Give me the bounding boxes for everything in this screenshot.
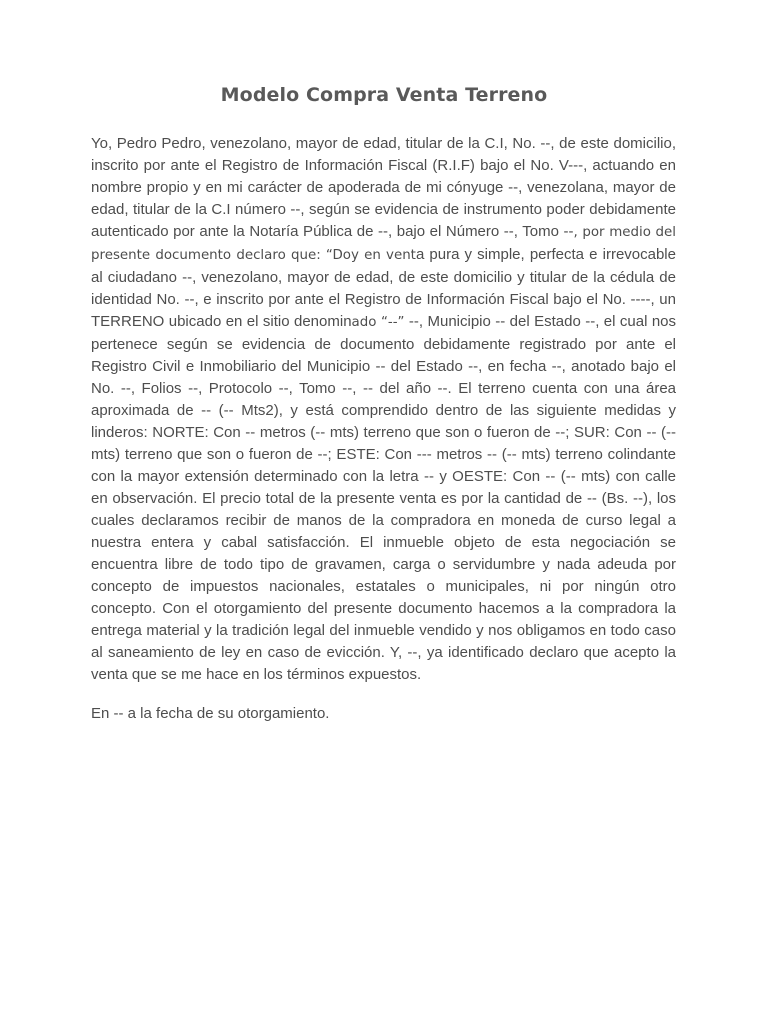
document-title: Modelo Compra Venta Terreno: [220, 84, 548, 106]
body-paragraph: [91, 133, 676, 686]
body-text-segment-alt-font: , por medio del presente documento declaro que: “Doy en vent: [91, 225, 676, 263]
body-text-segment: a pura y simple, perfecta e irrevocable al ciudadano --, venezolano, mayor de edad, de este domicilio y titular de la cédula de identidad No. --, e inscrito por ante el Registro de Información Fiscal bajo el No. ----, un TERRENO ubicado en el sitio denomin: [91, 246, 676, 330]
body-text-segment-alt-font: ado “--”: [351, 315, 405, 330]
closing-line: En -- a la fecha de su otorgamiento.: [91, 705, 330, 722]
body-text-segment: --, Municipio -- del Estado --, el cual nos pertenece según se evidencia de documento debidamente registrado por ante el Registro Civil e Inmobiliario del Municipio -- del Estado --, en fecha --, anotado bajo el No. --, Folios --, Protocolo --, Tomo --, -- del año --. El terreno cuenta con una área aproximada de -- (-- Mts2), y está comprendido dentro de las siguiente medidas y linderos: NORTE: Con -- metros (-- mts) terreno que son o fueron de --; SUR: Con -- (-- mts) terreno que son o fueron de --; ESTE: Con --- metros -- (-- mts) terreno colindante con la mayor extensión determinado con la letra -- y OESTE: Con -- (-- mts) con calle en observación. El precio total de la presente venta es por la cantidad de -- (Bs. --), los cuales declaramos recibir de manos de la compradora en moneda de curso legal a nuestra entera y cabal satisfacción. El inmueble objeto de esta negociación se encuentra libre de todo tipo de gravamen, carga o servidumbre y nada adeuda por concepto de impuestos nacionales, estatales o municipales, ni por ningún otro concepto. Con el otorgamiento del presente documento hacemos a la compradora la entrega material y la tradición legal del inmueble vendido y nos obligamos en todo caso al saneamiento de ley en caso de evicción. Y, --, ya identificado declaro que acepto la venta que se me hace en los términos expuestos.: [91, 313, 676, 683]
body-text-segment: Yo, Pedro Pedro, venezolano, mayor de edad, titular de la C.I, No. --, de este domicilio, inscrito por ante el Registro de Información Fiscal (R.I.F) bajo el No. V---, actuando en nombre propio y en mi carácter de apoderada de mi cónyuge --, venezolana, mayor de edad, titular de la C.I número --, según se evidencia de instrumento poder debidamente autenticado por ante la Notaría Pública de --, bajo el Número --, Tomo --: [91, 135, 676, 240]
